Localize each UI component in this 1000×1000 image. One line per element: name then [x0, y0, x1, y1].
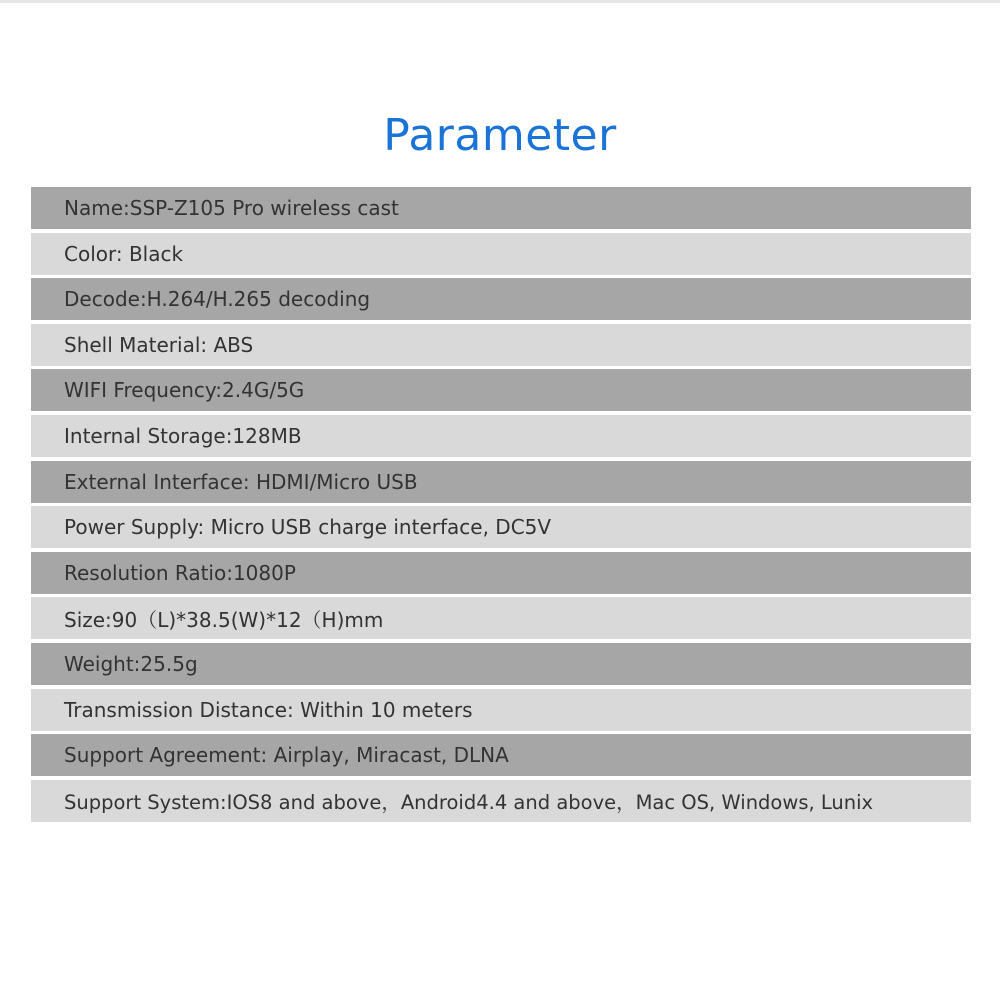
- param-row-power-supply: Power Supply: Micro USB charge interface, DC5V: [31, 506, 971, 548]
- param-row-weight: Weight:25.5g: [31, 643, 971, 685]
- page-title: Parameter: [383, 110, 617, 161]
- param-row-support-agreement: Support Agreement: Airplay, Miracast, DLNA: [31, 734, 971, 776]
- parameter-table: [31, 187, 971, 825]
- param-row-transmission-distance: Transmission Distance: Within 10 meters: [31, 689, 971, 731]
- param-row-size: Size:90（L)*38.5(W)*12（H)mm: [31, 597, 971, 639]
- param-row-shell-material: Shell Material: ABS: [31, 324, 971, 366]
- top-divider: [0, 0, 1000, 3]
- param-row-resolution-ratio: Resolution Ratio:1080P: [31, 552, 971, 594]
- param-row-support-system: Support System:IOS8 and above，Android4.4 and above，Mac OS, Windows, Lunix: [31, 780, 971, 822]
- param-row-color: Color: Black: [31, 233, 971, 275]
- param-row-name: Name:SSP-Z105 Pro wireless cast: [31, 187, 971, 229]
- param-row-wifi-frequency: WIFI Frequency:2.4G/5G: [31, 369, 971, 411]
- param-row-internal-storage: Internal Storage:128MB: [31, 415, 971, 457]
- param-row-decode: Decode:H.264/H.265 decoding: [31, 278, 971, 320]
- param-row-external-interface: External Interface: HDMI/Micro USB: [31, 461, 971, 503]
